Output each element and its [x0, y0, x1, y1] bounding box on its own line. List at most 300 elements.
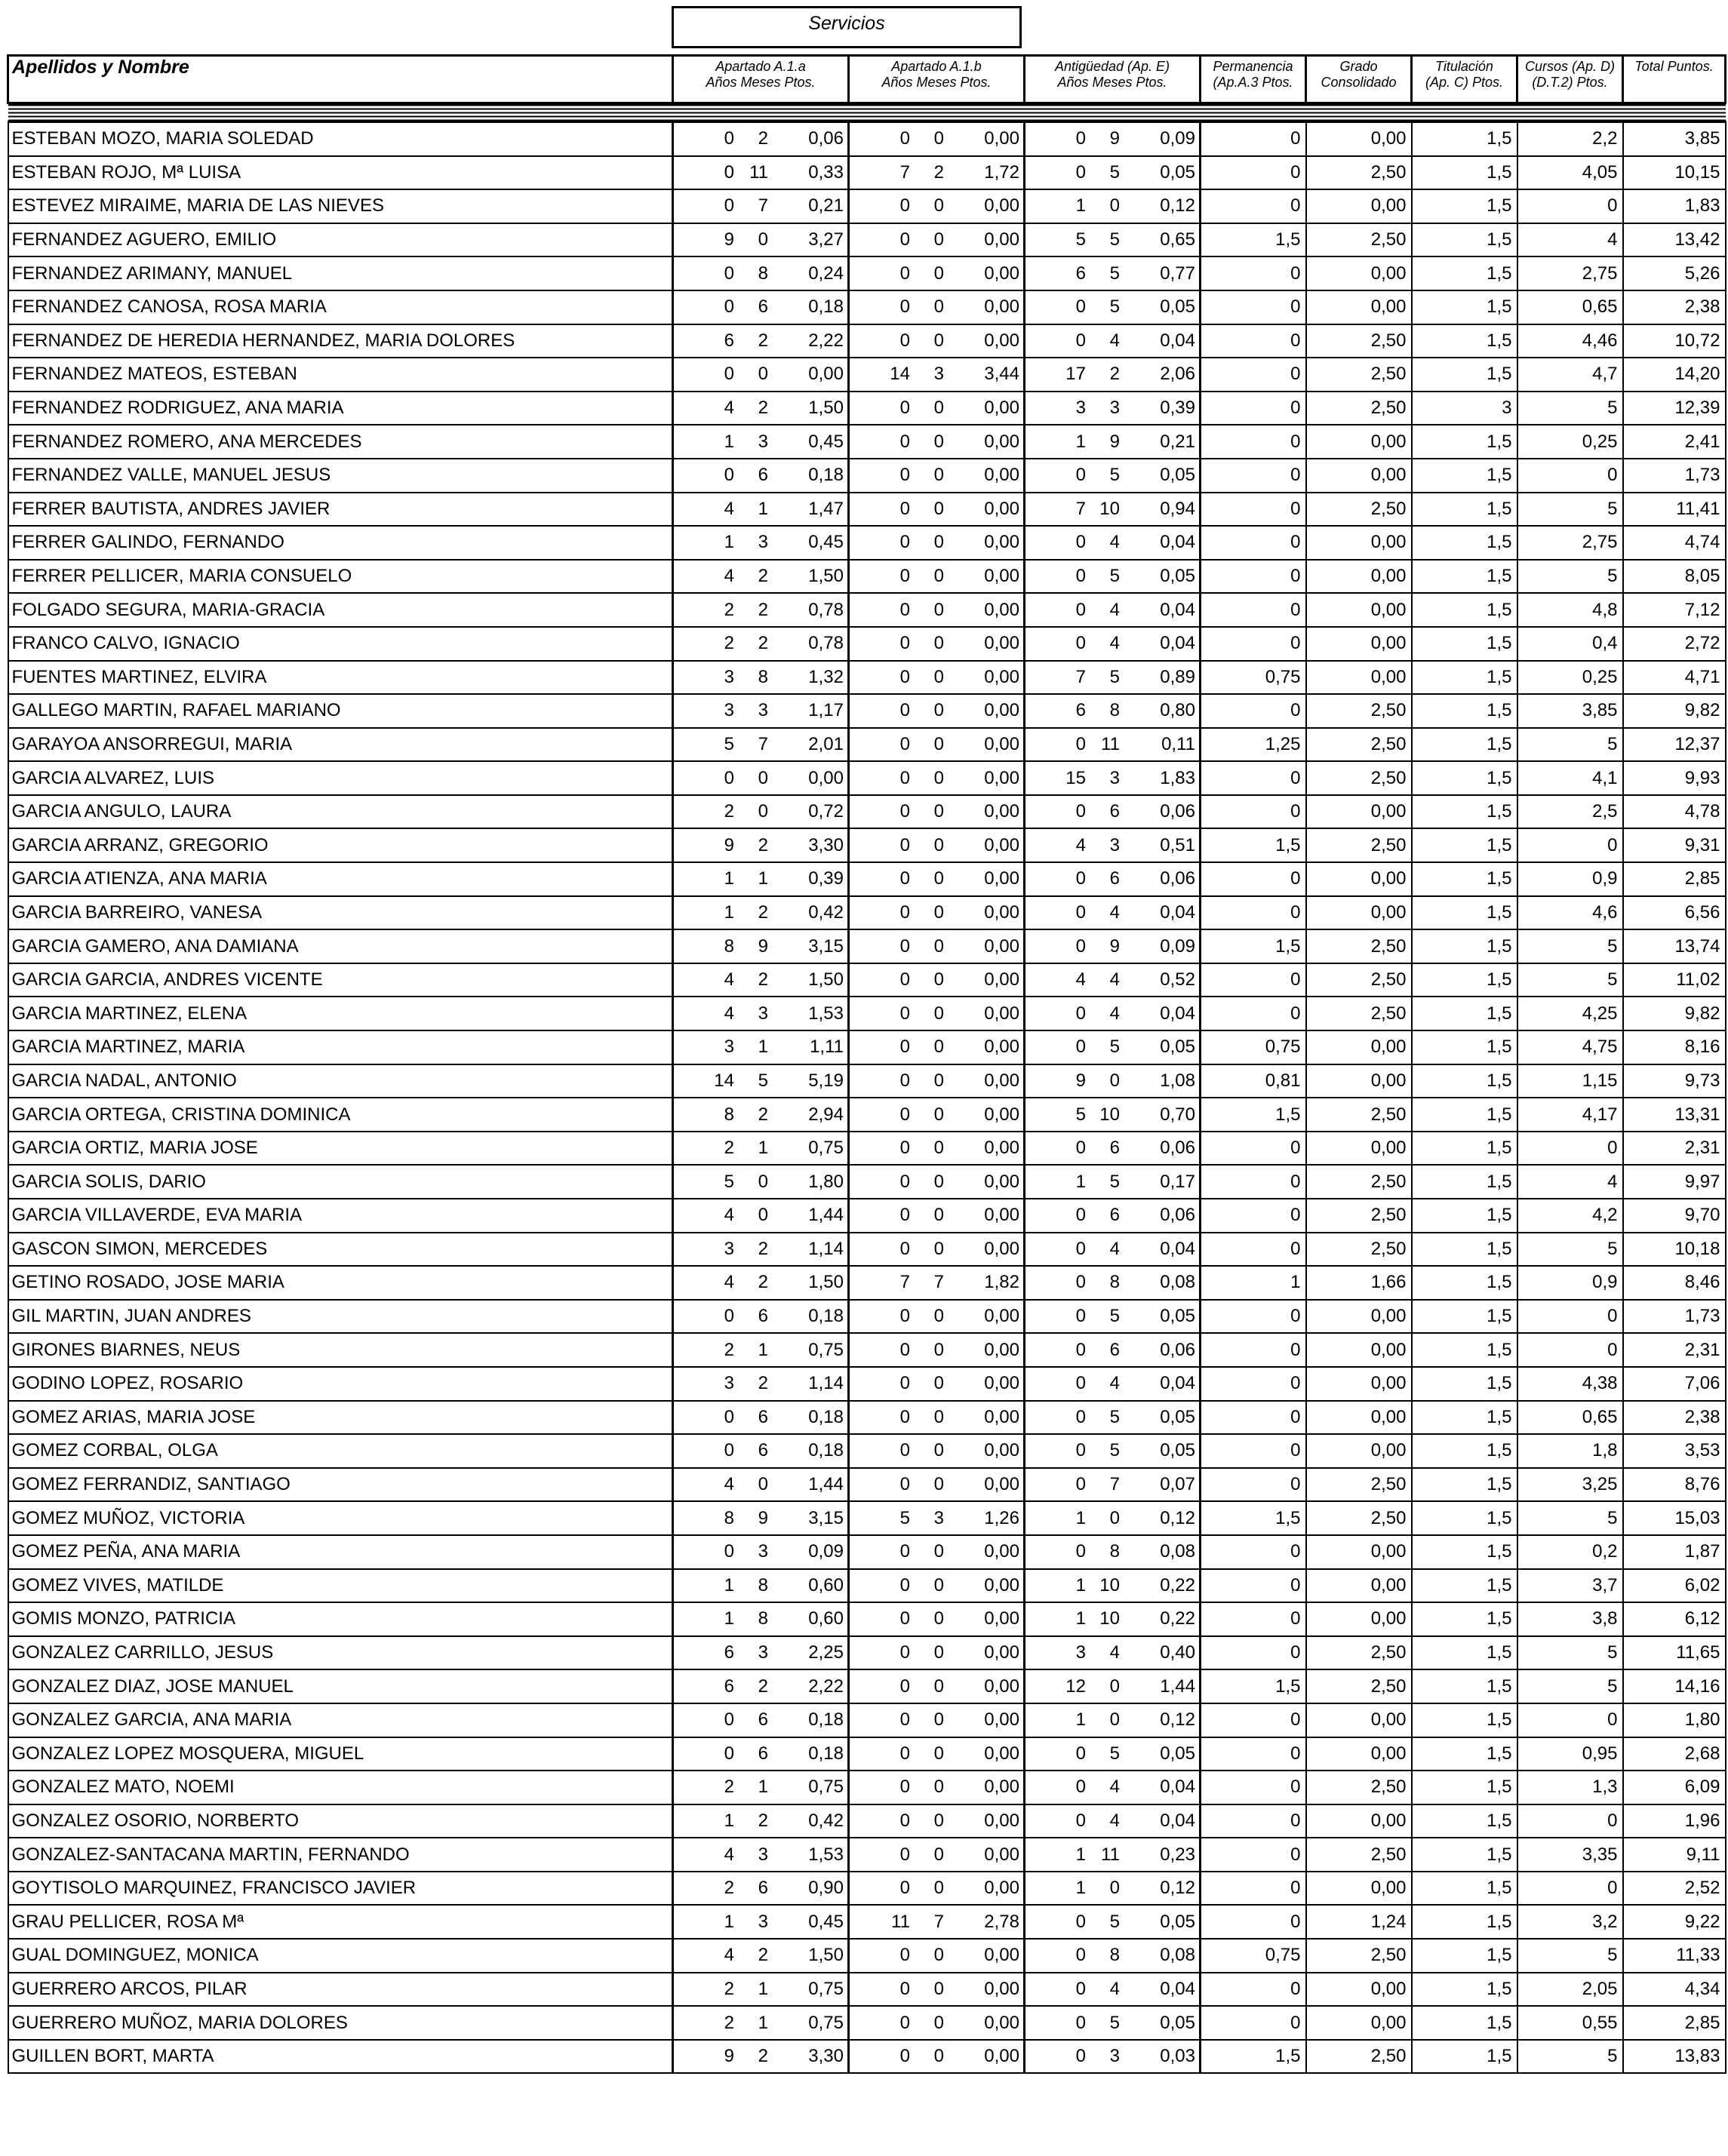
a1b-cell — [849, 2040, 1025, 2074]
total-cell: 1,80 — [1623, 1703, 1726, 1737]
ptos-value: 0,07 — [1160, 1474, 1195, 1495]
anos-value: 0 — [724, 296, 734, 318]
meses-value: 0 — [933, 1138, 944, 1159]
table-row — [8, 627, 1726, 661]
meses-value: 5 — [1109, 1743, 1120, 1764]
meses-value: 0 — [1109, 195, 1120, 217]
ptos-value: 0,00 — [984, 633, 1019, 654]
grado-cell: 0,00 — [1306, 1367, 1412, 1401]
anos-value: 0 — [899, 1474, 910, 1495]
total-cell: 6,56 — [1623, 896, 1726, 930]
anos-value: 1 — [1075, 1507, 1086, 1528]
anos-value: 0 — [1075, 1978, 1086, 1999]
a1a-cell — [673, 392, 849, 425]
meses-value: 0 — [933, 935, 944, 957]
a1b-cell — [849, 493, 1025, 527]
ptos-value: 0,18 — [808, 296, 844, 318]
meses-value: 3 — [1109, 767, 1120, 788]
ptos-value: 0,00 — [984, 901, 1019, 923]
meses-value: 6 — [758, 1743, 768, 1764]
cursos-cell: 3,8 — [1517, 1602, 1623, 1636]
titulacion-cell: 1,5 — [1412, 1064, 1517, 1098]
anos-value: 0 — [724, 128, 734, 149]
anos-value: 7 — [1075, 498, 1086, 519]
meses-value: 0 — [933, 532, 944, 553]
meses-value: 0 — [758, 1474, 768, 1495]
name-cell: GARCIA ATIENZA, ANA MARIA — [8, 862, 673, 896]
anos-value: 3 — [724, 1373, 734, 1394]
name-column-header: Apellidos y Nombre — [8, 56, 673, 103]
meses-value: 5 — [1109, 566, 1120, 587]
a1a-cell — [673, 2006, 849, 2040]
anos-value: 0 — [899, 1238, 910, 1259]
name-cell: GOMEZ PEÑA, ANA MARIA — [8, 1535, 673, 1569]
ptos-value: 0,24 — [808, 263, 844, 284]
table-row — [8, 2006, 1726, 2040]
ptos-value: 0,04 — [1160, 1810, 1195, 1831]
meses-value: 0 — [1109, 1070, 1120, 1091]
a1a-cell — [673, 1973, 849, 2007]
anos-value: 0 — [899, 1138, 910, 1159]
a1b-cell — [849, 1737, 1025, 1771]
antiguedad-cell — [1025, 459, 1201, 493]
ptos-value: 0,12 — [1160, 1878, 1195, 1899]
ptos-value: 0,05 — [1160, 1440, 1195, 1461]
cursos-cell: 4,7 — [1517, 358, 1623, 392]
a1b-cell — [849, 1367, 1025, 1401]
ptos-value: 0,04 — [1160, 330, 1195, 351]
ptos-value: 2,94 — [808, 1104, 844, 1125]
permanencia-cell: 0 — [1201, 1905, 1306, 1939]
a1b-cell — [849, 1669, 1025, 1703]
meses-value: 0 — [933, 1339, 944, 1360]
ptos-value: 0,06 — [1160, 1205, 1195, 1226]
meses-value: 3 — [758, 532, 768, 553]
anos-value: 2 — [724, 1878, 734, 1899]
name-cell: GOMEZ MUÑOZ, VICTORIA — [8, 1501, 673, 1535]
a1a-cell — [673, 1703, 849, 1737]
ptos-value: 0,89 — [1160, 666, 1195, 687]
titulacion-cell: 1,5 — [1412, 1401, 1517, 1435]
name-cell: GARCIA VILLAVERDE, EVA MARIA — [8, 1199, 673, 1233]
grado-cell: 2,50 — [1306, 392, 1412, 425]
grado-cell: 0,00 — [1306, 1703, 1412, 1737]
meses-value: 0 — [933, 599, 944, 620]
anos-value: 5 — [724, 733, 734, 754]
permanencia-cell: 0 — [1201, 761, 1306, 795]
ptos-value: 1,32 — [808, 666, 844, 687]
name-cell: GASCON SIMON, MERCEDES — [8, 1233, 673, 1267]
ptos-value: 0,22 — [1160, 1608, 1195, 1629]
total-cell: 9,73 — [1623, 1064, 1726, 1098]
meses-value: 5 — [1109, 263, 1120, 284]
meses-value: 2 — [758, 128, 768, 149]
meses-value: 2 — [1109, 364, 1120, 385]
name-cell: GARCIA ARRANZ, GREGORIO — [8, 828, 673, 862]
meses-value: 0 — [933, 263, 944, 284]
titulacion-cell: 1,5 — [1412, 1636, 1517, 1670]
grado-cell: 0,00 — [1306, 1872, 1412, 1906]
cursos-cell: 5 — [1517, 493, 1623, 527]
meses-value: 3 — [933, 364, 944, 385]
meses-value: 4 — [1109, 1003, 1120, 1024]
table-row — [8, 324, 1726, 358]
titulacion-cell: 1,5 — [1412, 661, 1517, 695]
a1a-cell — [673, 290, 849, 324]
a1a-cell — [673, 493, 849, 527]
anos-value: 0 — [1075, 2012, 1086, 2033]
meses-value: 0 — [933, 398, 944, 419]
name-cell: GIL MARTIN, JUAN ANDRES — [8, 1300, 673, 1334]
ptos-value: 0,00 — [984, 834, 1019, 855]
titulacion-cell: 1,5 — [1412, 1569, 1517, 1603]
meses-value: 0 — [758, 767, 768, 788]
cursos-cell: 3,7 — [1517, 1569, 1623, 1603]
anos-value: 0 — [1075, 1945, 1086, 1966]
meses-value: 0 — [933, 1070, 944, 1091]
cursos-cell: 3,35 — [1517, 1838, 1623, 1872]
name-cell: GOYTISOLO MARQUINEZ, FRANCISCO JAVIER — [8, 1872, 673, 1906]
anos-value: 5 — [724, 1171, 734, 1192]
ptos-value: 0,04 — [1160, 532, 1195, 553]
a1b-cell — [849, 627, 1025, 661]
a1a-cell — [673, 223, 849, 257]
ptos-value: 0,05 — [1160, 566, 1195, 587]
ptos-value: 0,00 — [984, 969, 1019, 990]
name-cell: GUERRERO ARCOS, PILAR — [8, 1973, 673, 2007]
a1a-cell — [673, 1737, 849, 1771]
ptos-value: 0,00 — [984, 935, 1019, 957]
meses-value: 0 — [933, 1541, 944, 1562]
meses-value: 6 — [1109, 1205, 1120, 1226]
anos-value: 8 — [724, 1507, 734, 1528]
a1a-cell — [673, 1468, 849, 1502]
ptos-value: 0,00 — [984, 1171, 1019, 1192]
ptos-value: 1,83 — [1160, 767, 1195, 788]
a1b-cell — [849, 1703, 1025, 1737]
ptos-value: 0,00 — [984, 767, 1019, 788]
anos-value: 0 — [1075, 1474, 1086, 1495]
permanencia-cell: 1,5 — [1201, 1501, 1306, 1535]
a1b-cell — [849, 392, 1025, 425]
anos-value: 3 — [724, 1037, 734, 1058]
anos-value: 5 — [1075, 229, 1086, 250]
meses-value: 0 — [933, 1709, 944, 1731]
ptos-value: 0,00 — [984, 296, 1019, 318]
ptos-value: 0,05 — [1160, 1743, 1195, 1764]
cursos-cell: 5 — [1517, 560, 1623, 594]
meses-value: 0 — [933, 566, 944, 587]
ptos-value: 1,50 — [808, 398, 844, 419]
anos-value: 4 — [724, 1003, 734, 1024]
name-cell: GOMEZ ARIAS, MARIA JOSE — [8, 1401, 673, 1435]
ptos-value: 0,00 — [984, 1474, 1019, 1495]
table-row — [8, 694, 1726, 728]
a1a-cell — [673, 896, 849, 930]
a1b-cell — [849, 1233, 1025, 1267]
meses-value: 6 — [1109, 1339, 1120, 1360]
meses-value: 3 — [1109, 2046, 1120, 2067]
total-cell: 2,38 — [1623, 1401, 1726, 1435]
ptos-value: 1,44 — [808, 1205, 844, 1226]
anos-value: 0 — [899, 566, 910, 587]
ptos-value: 0,60 — [808, 1574, 844, 1596]
ptos-value: 0,00 — [808, 767, 844, 788]
titulacion-cell: 1,5 — [1412, 828, 1517, 862]
meses-value: 6 — [758, 1709, 768, 1731]
a1a-cell — [673, 1872, 849, 1906]
a1a-cell — [673, 828, 849, 862]
a1b-cell — [849, 1602, 1025, 1636]
meses-value: 5 — [1109, 2012, 1120, 2033]
cursos-cell: 1,3 — [1517, 1771, 1623, 1804]
ptos-value: 0,33 — [808, 161, 844, 183]
anos-value: 0 — [724, 767, 734, 788]
ptos-value: 0,00 — [984, 1945, 1019, 1966]
cursos-cell: 1,15 — [1517, 1064, 1623, 1098]
ptos-value: 1,50 — [808, 969, 844, 990]
meses-value: 5 — [1109, 465, 1120, 486]
anos-value: 0 — [1075, 733, 1086, 754]
ptos-value: 0,06 — [808, 128, 844, 149]
meses-value: 10 — [1099, 1608, 1120, 1629]
a1b-cell — [849, 661, 1025, 695]
anos-value: 0 — [1075, 868, 1086, 889]
ptos-value: 0,04 — [1160, 1003, 1195, 1024]
name-cell: GARCIA ORTIZ, MARIA JOSE — [8, 1132, 673, 1166]
ptos-value: 0,00 — [984, 1406, 1019, 1427]
a1b-cell — [849, 593, 1025, 627]
a1a-cell — [673, 1165, 849, 1199]
total-cell: 13,31 — [1623, 1098, 1726, 1132]
anos-value: 0 — [899, 1945, 910, 1966]
grado-cell: 2,50 — [1306, 1233, 1412, 1267]
anos-value: 1 — [1075, 1878, 1086, 1899]
meses-value: 8 — [758, 666, 768, 687]
anos-value: 6 — [1075, 700, 1086, 721]
total-cell: 4,78 — [1623, 795, 1726, 829]
ptos-value: 1,72 — [984, 161, 1019, 183]
ptos-value: 0,00 — [984, 1574, 1019, 1596]
titulacion-cell: 1,5 — [1412, 1905, 1517, 1939]
anos-value: 0 — [1075, 1037, 1086, 1058]
name-cell: GONZALEZ LOPEZ MOSQUERA, MIGUEL — [8, 1737, 673, 1771]
a1a-cell — [673, 1535, 849, 1569]
meses-value: 0 — [933, 1777, 944, 1798]
cursos-cell: 0,25 — [1517, 425, 1623, 459]
antiguedad-cell — [1025, 997, 1201, 1030]
table-row — [8, 459, 1726, 493]
name-cell: GOMEZ VIVES, MATILDE — [8, 1569, 673, 1603]
anos-value: 0 — [899, 398, 910, 419]
a1b-cell — [849, 1771, 1025, 1804]
a1b-cell — [849, 1569, 1025, 1603]
ptos-value: 0,00 — [984, 1373, 1019, 1394]
ptos-value: 0,05 — [1160, 161, 1195, 183]
anos-value: 0 — [899, 1777, 910, 1798]
grado-cell: 0,00 — [1306, 593, 1412, 627]
grado-cell: 0,00 — [1306, 425, 1412, 459]
cursos-cell: 4,75 — [1517, 1030, 1623, 1064]
table-row — [8, 1669, 1726, 1703]
total-cell: 4,71 — [1623, 661, 1726, 695]
anos-value: 4 — [724, 566, 734, 587]
name-cell: FERNANDEZ AGUERO, EMILIO — [8, 223, 673, 257]
meses-value: 4 — [1109, 1777, 1120, 1798]
meses-value: 2 — [758, 1373, 768, 1394]
permanencia-cell: 0 — [1201, 1973, 1306, 2007]
permanencia-cell: 0 — [1201, 1703, 1306, 1737]
cursos-cell: 4,25 — [1517, 997, 1623, 1030]
cursos-cell: 4,6 — [1517, 896, 1623, 930]
ptos-value: 0,08 — [1160, 1945, 1195, 1966]
a1b-cell — [849, 1939, 1025, 1973]
anos-value: 7 — [899, 1272, 910, 1293]
anos-value: 4 — [724, 1272, 734, 1293]
a1a-cell — [673, 1367, 849, 1401]
cursos-cell: 3,85 — [1517, 694, 1623, 728]
ptos-value: 0,45 — [808, 532, 844, 553]
titulacion-cell: 1,5 — [1412, 1367, 1517, 1401]
anos-value: 6 — [724, 1642, 734, 1663]
a1b-cell — [849, 1266, 1025, 1300]
ptos-value: 2,01 — [808, 733, 844, 754]
a1a-cell — [673, 1266, 849, 1300]
meses-value: 0 — [758, 1205, 768, 1226]
antiguedad-cell — [1025, 1905, 1201, 1939]
grado-cell: 0,00 — [1306, 896, 1412, 930]
anos-value: 0 — [899, 330, 910, 351]
cursos-cell: 4 — [1517, 1165, 1623, 1199]
anos-value: 0 — [899, 1675, 910, 1697]
anos-value: 7 — [899, 161, 910, 183]
anos-value: 4 — [724, 1844, 734, 1865]
ptos-value: 0,11 — [1161, 733, 1195, 754]
ptos-value: 2,22 — [808, 330, 844, 351]
anos-value: 1 — [724, 532, 734, 553]
ptos-value: 0,70 — [1160, 1104, 1195, 1125]
ptos-value: 0,21 — [1160, 431, 1195, 452]
name-cell: GARCIA MARTINEZ, MARIA — [8, 1030, 673, 1064]
ptos-value: 0,00 — [808, 364, 844, 385]
grado-cell: 0,00 — [1306, 795, 1412, 829]
a1a-cell — [673, 795, 849, 829]
permanencia-cell: 0 — [1201, 896, 1306, 930]
ptos-value: 0,00 — [984, 1440, 1019, 1461]
total-cell: 1,73 — [1623, 459, 1726, 493]
anos-value: 4 — [724, 1205, 734, 1226]
table-row — [8, 1636, 1726, 1670]
ptos-value: 0,78 — [808, 633, 844, 654]
titulacion-cell: 1,5 — [1412, 156, 1517, 190]
a1b-column-header: Apartado A.1.b Años Meses Ptos. — [849, 56, 1025, 103]
name-cell: FERNANDEZ CANOSA, ROSA MARIA — [8, 290, 673, 324]
total-cell: 1,73 — [1623, 1300, 1726, 1334]
ptos-value: 0,00 — [984, 2046, 1019, 2067]
cursos-cell: 5 — [1517, 929, 1623, 963]
grado-cell: 0,00 — [1306, 256, 1412, 290]
ptos-value: 0,00 — [984, 1810, 1019, 1831]
meses-value: 0 — [933, 1406, 944, 1427]
meses-value: 8 — [1109, 1945, 1120, 1966]
name-cell: GOMIS MONZO, PATRICIA — [8, 1602, 673, 1636]
meses-value: 5 — [1109, 1171, 1120, 1192]
antiguedad-cell — [1025, 1064, 1201, 1098]
meses-value: 8 — [758, 263, 768, 284]
ptos-value: 0,00 — [984, 263, 1019, 284]
antiguedad-cell — [1025, 1804, 1201, 1838]
meses-value: 0 — [933, 1037, 944, 1058]
name-cell: GARCIA MARTINEZ, ELENA — [8, 997, 673, 1030]
table-row — [8, 392, 1726, 425]
ptos-value: 0,22 — [1160, 1574, 1195, 1596]
anos-value: 5 — [899, 1507, 910, 1528]
permanencia-cell: 0 — [1201, 189, 1306, 223]
anos-value: 0 — [1075, 599, 1086, 620]
a1a-cell — [673, 358, 849, 392]
cursos-cell: 4 — [1517, 223, 1623, 257]
titulacion-cell: 1,5 — [1412, 1132, 1517, 1166]
anos-value: 9 — [724, 834, 734, 855]
ptos-value: 1,53 — [808, 1844, 844, 1865]
meses-value: 3 — [758, 431, 768, 452]
titulacion-cell: 1,5 — [1412, 896, 1517, 930]
table-row — [8, 929, 1726, 963]
grado-cell: 0,00 — [1306, 1804, 1412, 1838]
ptos-value: 0,00 — [984, 733, 1019, 754]
meses-value: 3 — [933, 1507, 944, 1528]
table-row — [8, 593, 1726, 627]
total-cell: 2,31 — [1623, 1333, 1726, 1367]
name-cell: FERNANDEZ RODRIGUEZ, ANA MARIA — [8, 392, 673, 425]
permanencia-cell: 0 — [1201, 1233, 1306, 1267]
meses-value: 2 — [758, 566, 768, 587]
anos-value: 3 — [1075, 398, 1086, 419]
ptos-value: 0,00 — [984, 700, 1019, 721]
servicios-header: Servicios — [672, 6, 1022, 48]
meses-value: 0 — [933, 1675, 944, 1697]
a1a-cell — [673, 2040, 849, 2074]
meses-value: 5 — [1109, 1911, 1120, 1932]
permanencia-cell: 0 — [1201, 1535, 1306, 1569]
permanencia-cell: 0 — [1201, 358, 1306, 392]
cursos-cell: 0,65 — [1517, 290, 1623, 324]
header-row — [8, 56, 1726, 103]
anos-value: 14 — [890, 364, 910, 385]
a1a-cell — [673, 593, 849, 627]
cursos-cell: 4,8 — [1517, 593, 1623, 627]
meses-value: 3 — [758, 1844, 768, 1865]
ptos-value: 0,00 — [984, 1743, 1019, 1764]
meses-value: 11 — [749, 161, 768, 183]
a1a-cell — [673, 1501, 849, 1535]
ptos-value: 0,18 — [808, 1406, 844, 1427]
anos-value: 0 — [899, 2012, 910, 2033]
ptos-value: 0,77 — [1160, 263, 1195, 284]
ptos-value: 0,00 — [984, 1003, 1019, 1024]
meses-value: 0 — [933, 1205, 944, 1226]
meses-value: 5 — [1109, 296, 1120, 318]
permanencia-cell: 0 — [1201, 1636, 1306, 1670]
anos-value: 0 — [899, 1844, 910, 1865]
grado-cell: 2,50 — [1306, 493, 1412, 527]
total-cell: 9,11 — [1623, 1838, 1726, 1872]
total-cell: 9,93 — [1623, 761, 1726, 795]
ptos-value: 1,44 — [1160, 1675, 1195, 1697]
anos-value: 0 — [899, 1541, 910, 1562]
titulacion-cell: 1,5 — [1412, 728, 1517, 762]
ptos-value: 0,03 — [1160, 2046, 1195, 2067]
